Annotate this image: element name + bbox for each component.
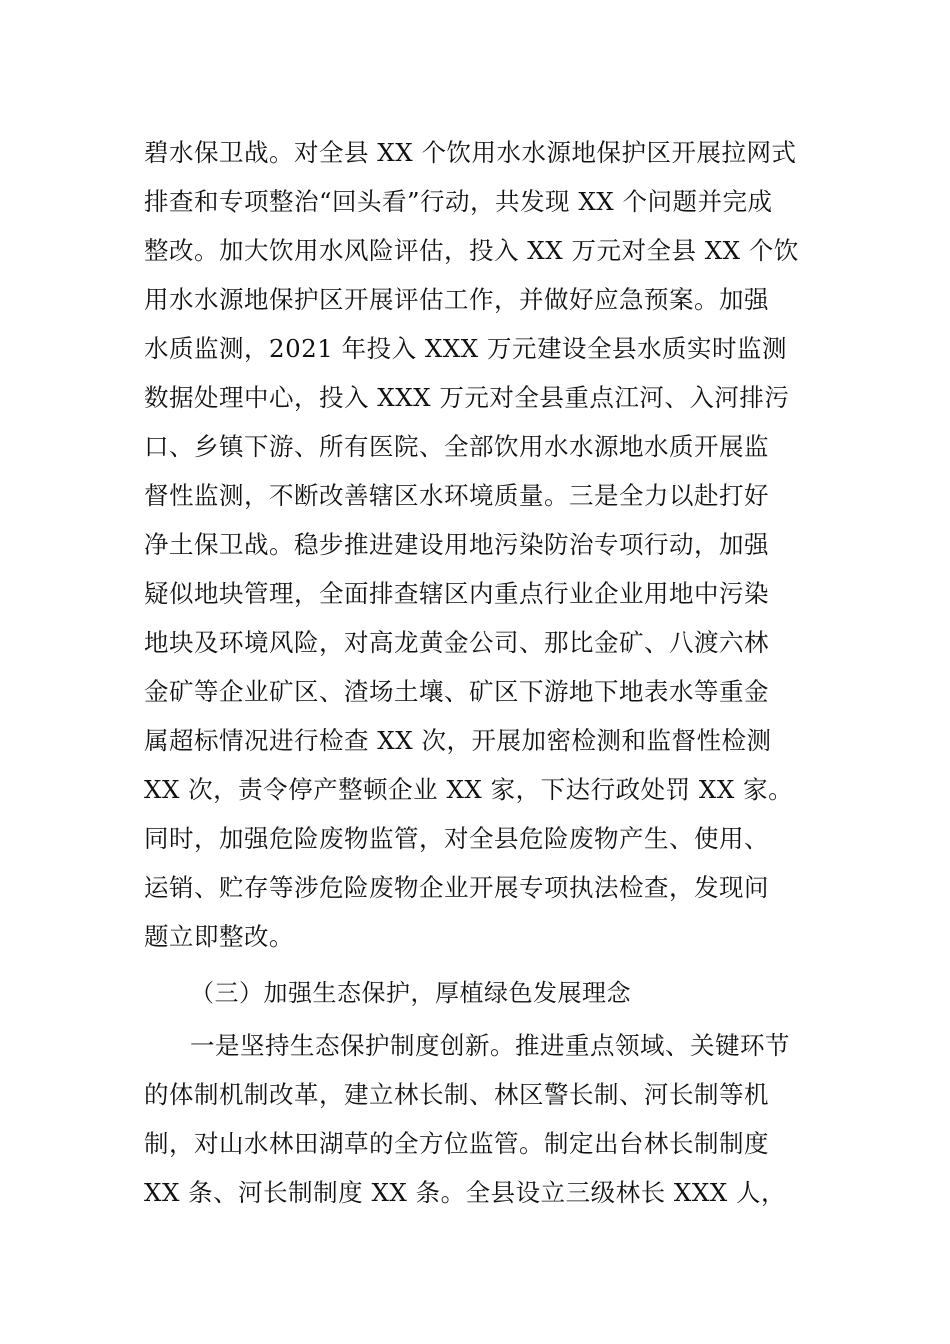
text-line: 净土保卫战。稳步推进建设用地污染防治专项行动，加强	[144, 530, 769, 559]
text-line: 水质监测，2021 年投入 XXX 万元建设全县水质实时监测	[144, 334, 788, 363]
text-line: 同时，加强危险废物监管，对全县危险废物产生、使用、	[144, 824, 769, 853]
text-line: XX 次，责令停产整顿企业 XX 家，下达行政处罚 XX 家。	[144, 775, 794, 804]
text-line: 用水水源地保护区开展评估工作，并做好应急预案。加强	[144, 285, 769, 314]
text-line: 属超标情况进行检查 XX 次，开展加密检测和监督性检测	[144, 726, 772, 755]
section-heading: （三）加强生态保护，厚植绿色发展理念	[190, 979, 631, 1007]
text-line: 地块及环境风险，对高龙黄金公司、那比金矿、八渡六林	[144, 628, 769, 657]
text-line: 一是坚持生态保护制度创新。推进重点领域、关键环节	[190, 1031, 790, 1060]
text-line: 题立即整改。	[144, 922, 294, 951]
text-line: 制，对山水林田湖草的全方位监管。制定出台林长制制度	[144, 1129, 769, 1158]
text-line: 运销、贮存等涉危险废物企业开展专项执法检查，发现问	[144, 873, 769, 902]
text-line: 疑似地块管理，全面排查辖区内重点行业企业用地中污染	[144, 579, 769, 608]
text-line: 金矿等企业矿区、渣场土壤、矿区下游地下地表水等重金	[144, 677, 769, 706]
text-line: 数据处理中心，投入 XXX 万元对全县重点江河、入河排污	[144, 383, 790, 412]
text-line: 口、乡镇下游、所有医院、全部饮用水水源地水质开展监	[144, 432, 769, 461]
text-line: 督性监测，不断改善辖区水环境质量。三是全力以赴打好	[144, 481, 769, 510]
text-line: XX 条、河长制制度 XX 条。全县设立三级林长 XXX 人，	[144, 1178, 787, 1207]
text-line: 排查和专项整治“回头看”行动，共发现 XX 个问题并完成	[144, 187, 773, 216]
text-line: 整改。加大饮用水风险评估，投入 XX 万元对全县 XX 个饮	[144, 236, 799, 265]
text-line: 碧水保卫战。对全县 XX 个饮用水水源地保护区开展拉网式	[144, 138, 797, 167]
text-line: 的体制机制改革，建立林长制、林区警长制、河长制等机	[144, 1080, 769, 1109]
